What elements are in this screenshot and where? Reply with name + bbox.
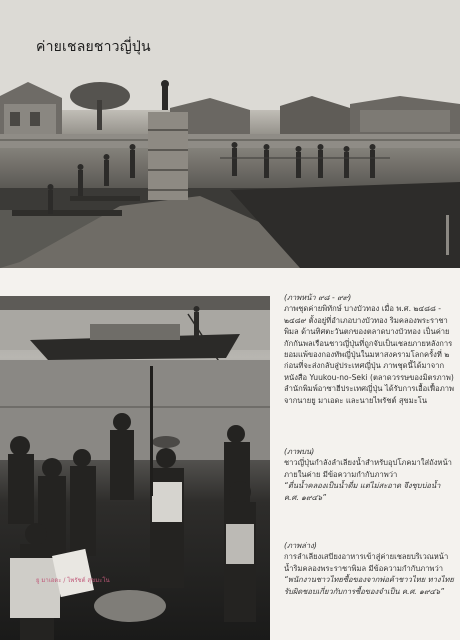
caption-text: ชาวญี่ปุ่นกำลังลำเลียงน้ำสำหรับอุปโภคมาใส่ถังหน้าภายในค่าย มีข้อความกำกับภาพว่า xyxy=(284,458,452,479)
caption-text: ภาพชุดค่ายพิทักษ์ บางบัวทอง เมื่อ พ.ศ. ๒๔๘๘ - ๒๔๘๙ ตั้งอยู่ที่อำเภอบางบัวทอง ริมคลองพระราชาพิมล ด้านทิศตะวันตกของตลาดบางบัวทอง เป็นค่ายกักกันพลเรือนชาวญี่ปุ่นที่ถูกจับเป็นเชลยภายหลังการยอมแพ้ของกองทัพญี่ปุ่นในมหาสงครามโลกครั้งที่ ๒ ก่อนที่จะส่งกลับสู่ประเทศญี่ปุ่น ภาพชุดนี้ได้มาจากหนังสือ Yuukou-no-Seki (ตลาดวรรษของมิตรภาพ) ลำนักพิมพ์อาซาฮีประเทศญี่ปุ่น ได้รับการเอื้อเฟื้อภาพจากนายยู มาเอดะ และนายไพรัชต์ สุขมะโน xyxy=(284,304,455,405)
caption-label: (ภาพบน) xyxy=(284,447,315,456)
caption-text: การลำเลียงเสบียงอาหารเข้าสู่ค่ายเชลยบริเวณหน้าน้ำริมคลองพระราชาพิมล มีข้อความกำกับภาพว่า xyxy=(284,552,449,573)
caption-spread xyxy=(284,292,454,406)
caption-bottom-photo xyxy=(284,540,454,597)
caption-top-photo xyxy=(284,446,454,503)
boat-market-illustration xyxy=(0,296,270,640)
caption-label: (ภาพหน้า ๙๘ - ๙๙) xyxy=(284,293,352,302)
top-photo xyxy=(0,0,460,268)
caption-quote: “พนักงานชาวไทยซื้อของจากพ่อค้าชาวไทย ทางไทยรับผิดชอบเกี่ยวกับการซื้อของจำเป็น ค.ศ. ๑๙๔๖” xyxy=(284,575,454,596)
photo-title: ค่ายเชลยชาวญี่ปุ่น xyxy=(36,39,151,55)
caption-quote: “ตื่นน้ำคลองเป็นน้ำดื่ม แต่ไม่สะอาด จึงชุบบ่อน้ำ ค.ศ. ๑๙๔๖” xyxy=(284,481,441,502)
caption-label: (ภาพล่าง) xyxy=(284,541,317,550)
photo-credit: ยู มาเอดะ / ไพรัชต์ สุขมะโน xyxy=(36,577,110,584)
bottom-photo xyxy=(0,296,270,640)
